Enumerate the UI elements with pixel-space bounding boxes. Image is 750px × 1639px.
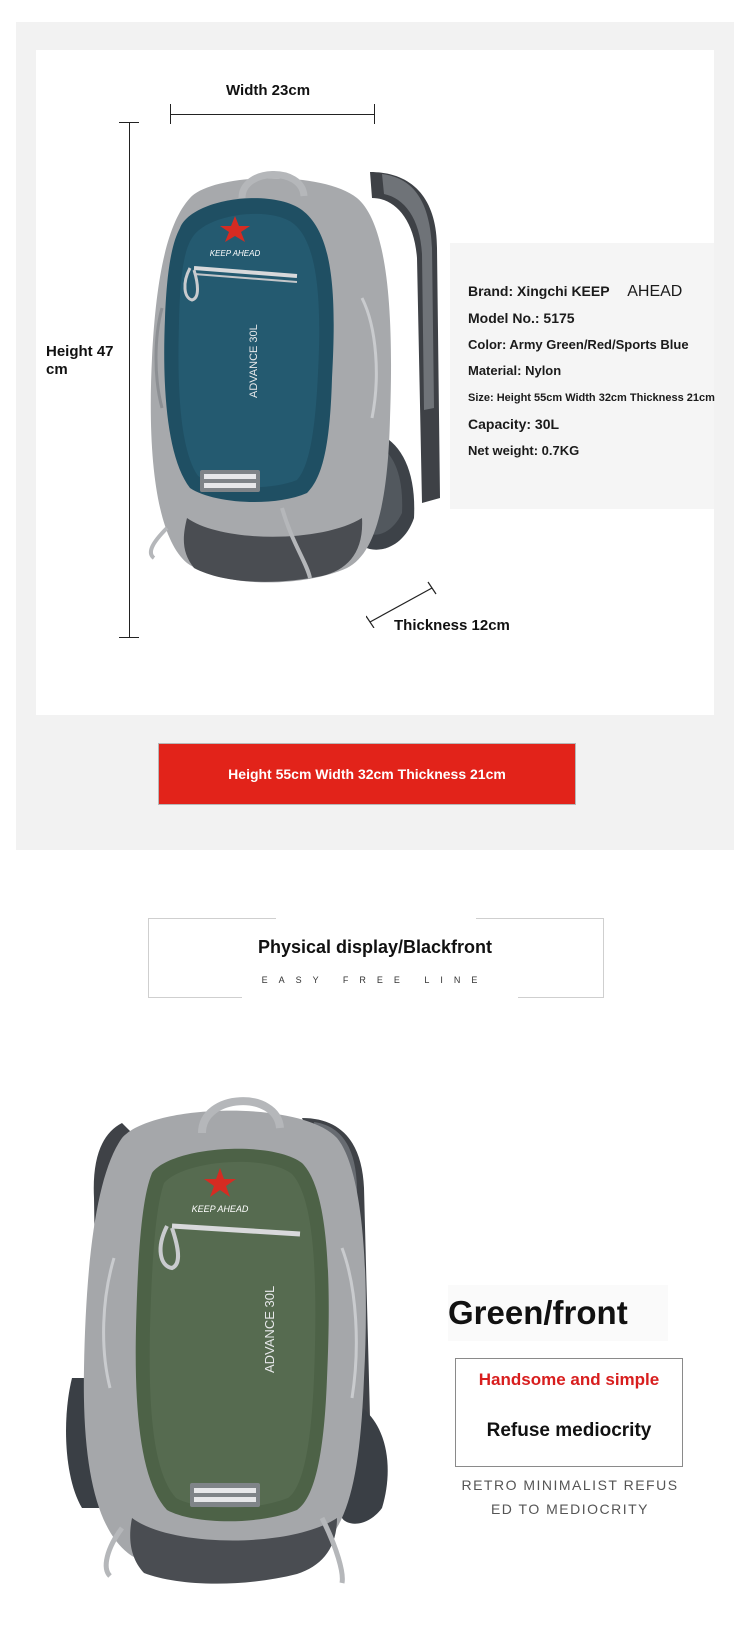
green-side-text: ADVANCE 30L — [262, 1285, 277, 1373]
spec-capacity: Capacity: 30L — [468, 416, 560, 432]
height-label: Height 47 cm — [46, 343, 114, 378]
blue-logo-text: KEEP AHEAD — [209, 249, 261, 258]
height-tick-bottom — [119, 637, 139, 638]
spec-brand-label: Brand: Xingchi KEEP — [468, 283, 610, 299]
green-front-title: Green/front — [448, 1285, 668, 1341]
backpack-green-image — [52, 1078, 422, 1618]
section-heading-title: Physical display/Blackfront — [257, 937, 493, 957]
section-heading-frame — [148, 918, 604, 998]
green-logo-text: KEEP AHEAD — [191, 1204, 249, 1214]
blue-side-text: ADVANCE 30L — [248, 324, 260, 398]
section-heading-gap-bottom — [242, 994, 518, 1000]
retro-caption-line2: ED TO MEDIOCRITY — [490, 1501, 650, 1517]
spec-size: Size: Height 55cm Width 32cm Thickness 21cm — [468, 392, 715, 404]
section-heading-subtitle: EASY FREE LINE — [261, 975, 489, 985]
height-tick-top — [119, 122, 139, 123]
tagline-red: Handsome and simple — [478, 1370, 660, 1389]
retro-caption-line1: RETRO MINIMALIST REFUS — [461, 1477, 679, 1493]
width-label: Width 23cm — [226, 82, 311, 99]
tagline-black: Refuse mediocrity — [486, 1420, 652, 1441]
width-tick-right — [374, 104, 375, 124]
backpack-blue-image — [132, 158, 462, 598]
retro-caption — [450, 1473, 690, 1521]
spec-brand-suffix: AHEAD — [627, 283, 683, 300]
width-tick-left — [170, 104, 171, 124]
height-line — [129, 122, 130, 637]
spec-brand — [468, 283, 682, 301]
width-line — [170, 114, 374, 115]
section-heading-gap-top — [276, 915, 476, 921]
size-banner: Height 55cm Width 32cm Thickness 21cm — [158, 743, 576, 805]
spec-net-weight: Net weight: 0.7KG — [468, 443, 580, 458]
thickness-label: Thickness 12cm — [394, 617, 510, 634]
spec-model: Model No.: 5175 — [468, 310, 575, 326]
spec-color: Color: Army Green/Red/Sports Blue — [468, 337, 689, 352]
spec-material: Material: Nylon — [468, 363, 562, 378]
